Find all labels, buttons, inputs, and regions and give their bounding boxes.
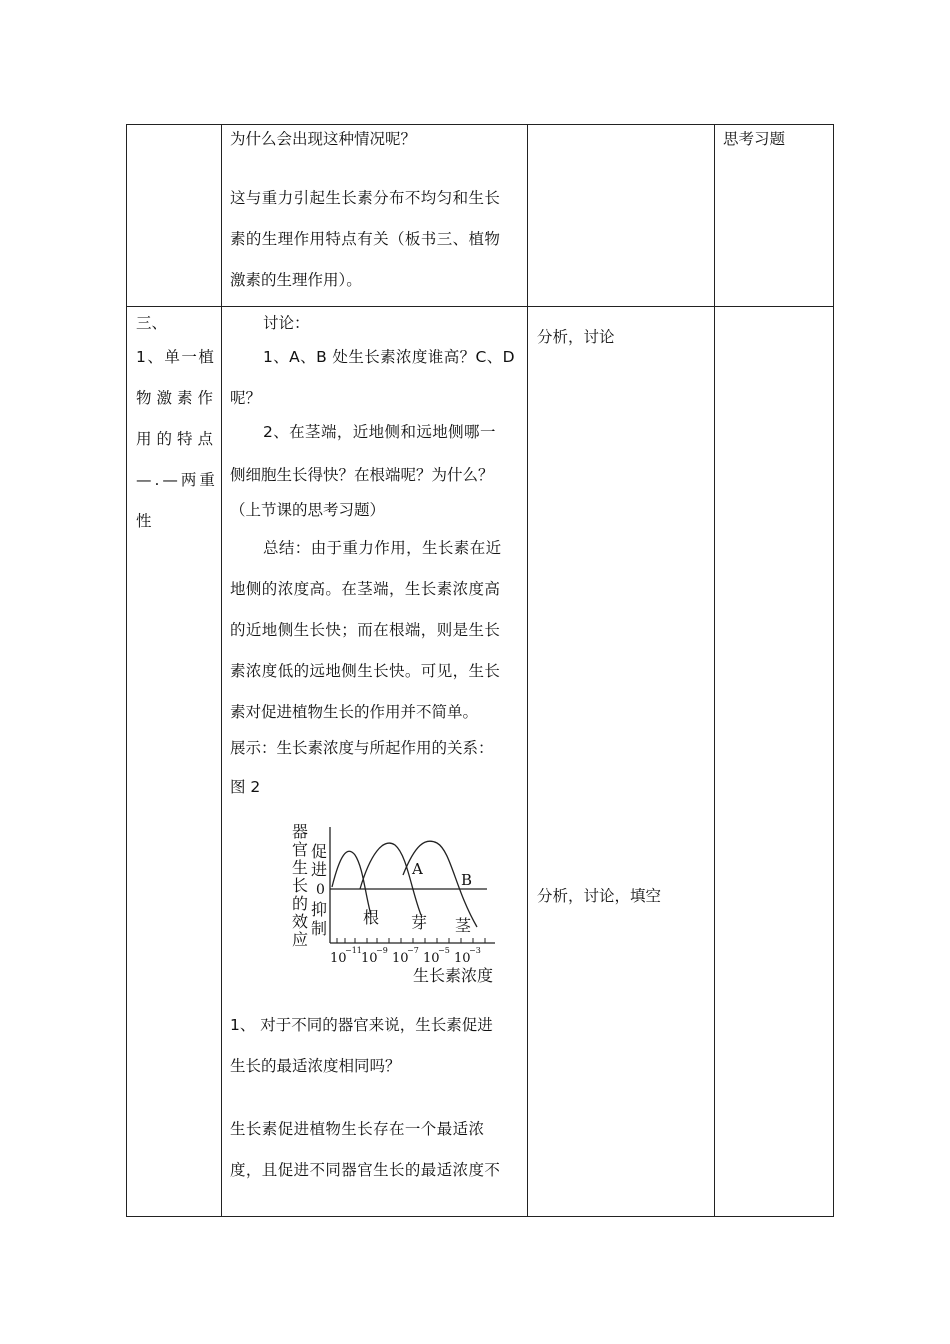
bud-label: 芽	[411, 913, 428, 932]
x-tick-exp: −7	[407, 946, 419, 955]
root-label: 根	[363, 908, 380, 927]
inhibit-char: 制	[311, 919, 328, 938]
y-label-char: 效	[292, 912, 309, 931]
x-tick-exp: −5	[438, 946, 450, 955]
show-line: 展示：生长素浓度与所起作用的关系：	[230, 739, 494, 757]
y-label-char: 官	[292, 840, 309, 859]
y-label-char: 长	[292, 876, 309, 895]
promote-char: 促	[311, 842, 328, 861]
summary-line4: 素浓度低的远地侧生长快。可见，生长	[230, 662, 501, 680]
section-title-line5: 性	[136, 512, 152, 530]
answer-line1: 生长素促进植物生长存在一个最适浓	[230, 1120, 485, 1138]
y-label-char: 应	[292, 930, 309, 949]
row1-col4-note: 思考习题	[723, 130, 786, 148]
question3-line2: 生长的最适浓度相同吗？	[230, 1057, 401, 1075]
x-tick-exp: −9	[376, 946, 388, 955]
root-curve	[332, 851, 371, 915]
x-tick-base: 10	[454, 951, 471, 966]
section-title-line2: 物激素作	[136, 389, 219, 407]
stem-label: 茎	[455, 916, 472, 935]
column-divider-2	[527, 125, 528, 1216]
row-divider	[127, 306, 833, 307]
question2-line1: 2、在茎端，近地侧和远地侧哪一	[263, 423, 496, 441]
question2-line3: （上节课的思考习题）	[230, 501, 386, 519]
row1-question: 为什么会出现这种情况呢？	[230, 130, 417, 148]
section-title-line3: 用的特点	[136, 430, 219, 448]
point-a-label: A	[412, 860, 423, 878]
question1-line2: 呢？	[230, 389, 262, 407]
x-tick-base: 10	[330, 951, 347, 966]
discuss-label: 讨论：	[263, 314, 310, 332]
row1-explain-line1: 这与重力引起生长素分布不均匀和生长	[230, 189, 501, 207]
x-tick-base: 10	[392, 951, 409, 966]
row1-explain-line3: 激素的生理作用）。	[230, 271, 362, 289]
x-tick-exp: −11	[345, 946, 362, 955]
column-divider-3-top	[714, 125, 715, 306]
question2-line2: 侧细胞生长得快？在根端呢？为什么？	[230, 466, 494, 484]
section-title-line4: —.—两重	[136, 471, 218, 489]
column-divider-3-bottom	[714, 306, 715, 1216]
summary-line2: 地侧的浓度高。在茎端，生长素浓度高	[230, 580, 501, 598]
column-divider-1	[221, 125, 222, 1216]
y-label-char: 生	[292, 858, 309, 877]
zero-label: 0	[316, 882, 325, 898]
auxin-concentration-figure	[285, 815, 510, 990]
section-title-line1: 1、单一植	[136, 348, 216, 366]
question1-line1: 1、A、B 处生长素浓度谁高？C、D	[263, 348, 515, 366]
summary-line3: 的近地侧生长快；而在根端，则是生长	[230, 621, 501, 639]
inhibit-char: 抑	[311, 900, 328, 919]
question3-line1: 1、 对于不同的器官来说，生长素促进	[230, 1016, 493, 1034]
y-label-char: 的	[292, 894, 309, 913]
x-tick-base: 10	[361, 951, 378, 966]
x-tick-base: 10	[423, 951, 440, 966]
activity-analyze-discuss: 分析，讨论	[537, 328, 615, 346]
y-label-char: 器	[292, 822, 309, 841]
activity-analyze-discuss-fill: 分析，讨论，填空	[537, 887, 662, 905]
answer-line2: 度，且促进不同器官生长的最适浓度不	[230, 1161, 501, 1179]
x-axis-label: 生长素浓度	[413, 966, 494, 985]
promote-char: 进	[311, 860, 328, 879]
x-tick-exp: −3	[469, 946, 481, 955]
row1-explain-line2: 素的生理作用特点有关（板书三、植物	[230, 230, 501, 248]
section-number: 三、	[136, 314, 168, 332]
summary-line1: 总结：由于重力作用，生长素在近	[263, 539, 502, 557]
bud-curve	[360, 843, 421, 915]
summary-line5: 素对促进植物生长的作用并不简单。	[230, 703, 479, 721]
figure-label: 图 2	[230, 778, 261, 796]
point-b-label: B	[461, 871, 473, 889]
